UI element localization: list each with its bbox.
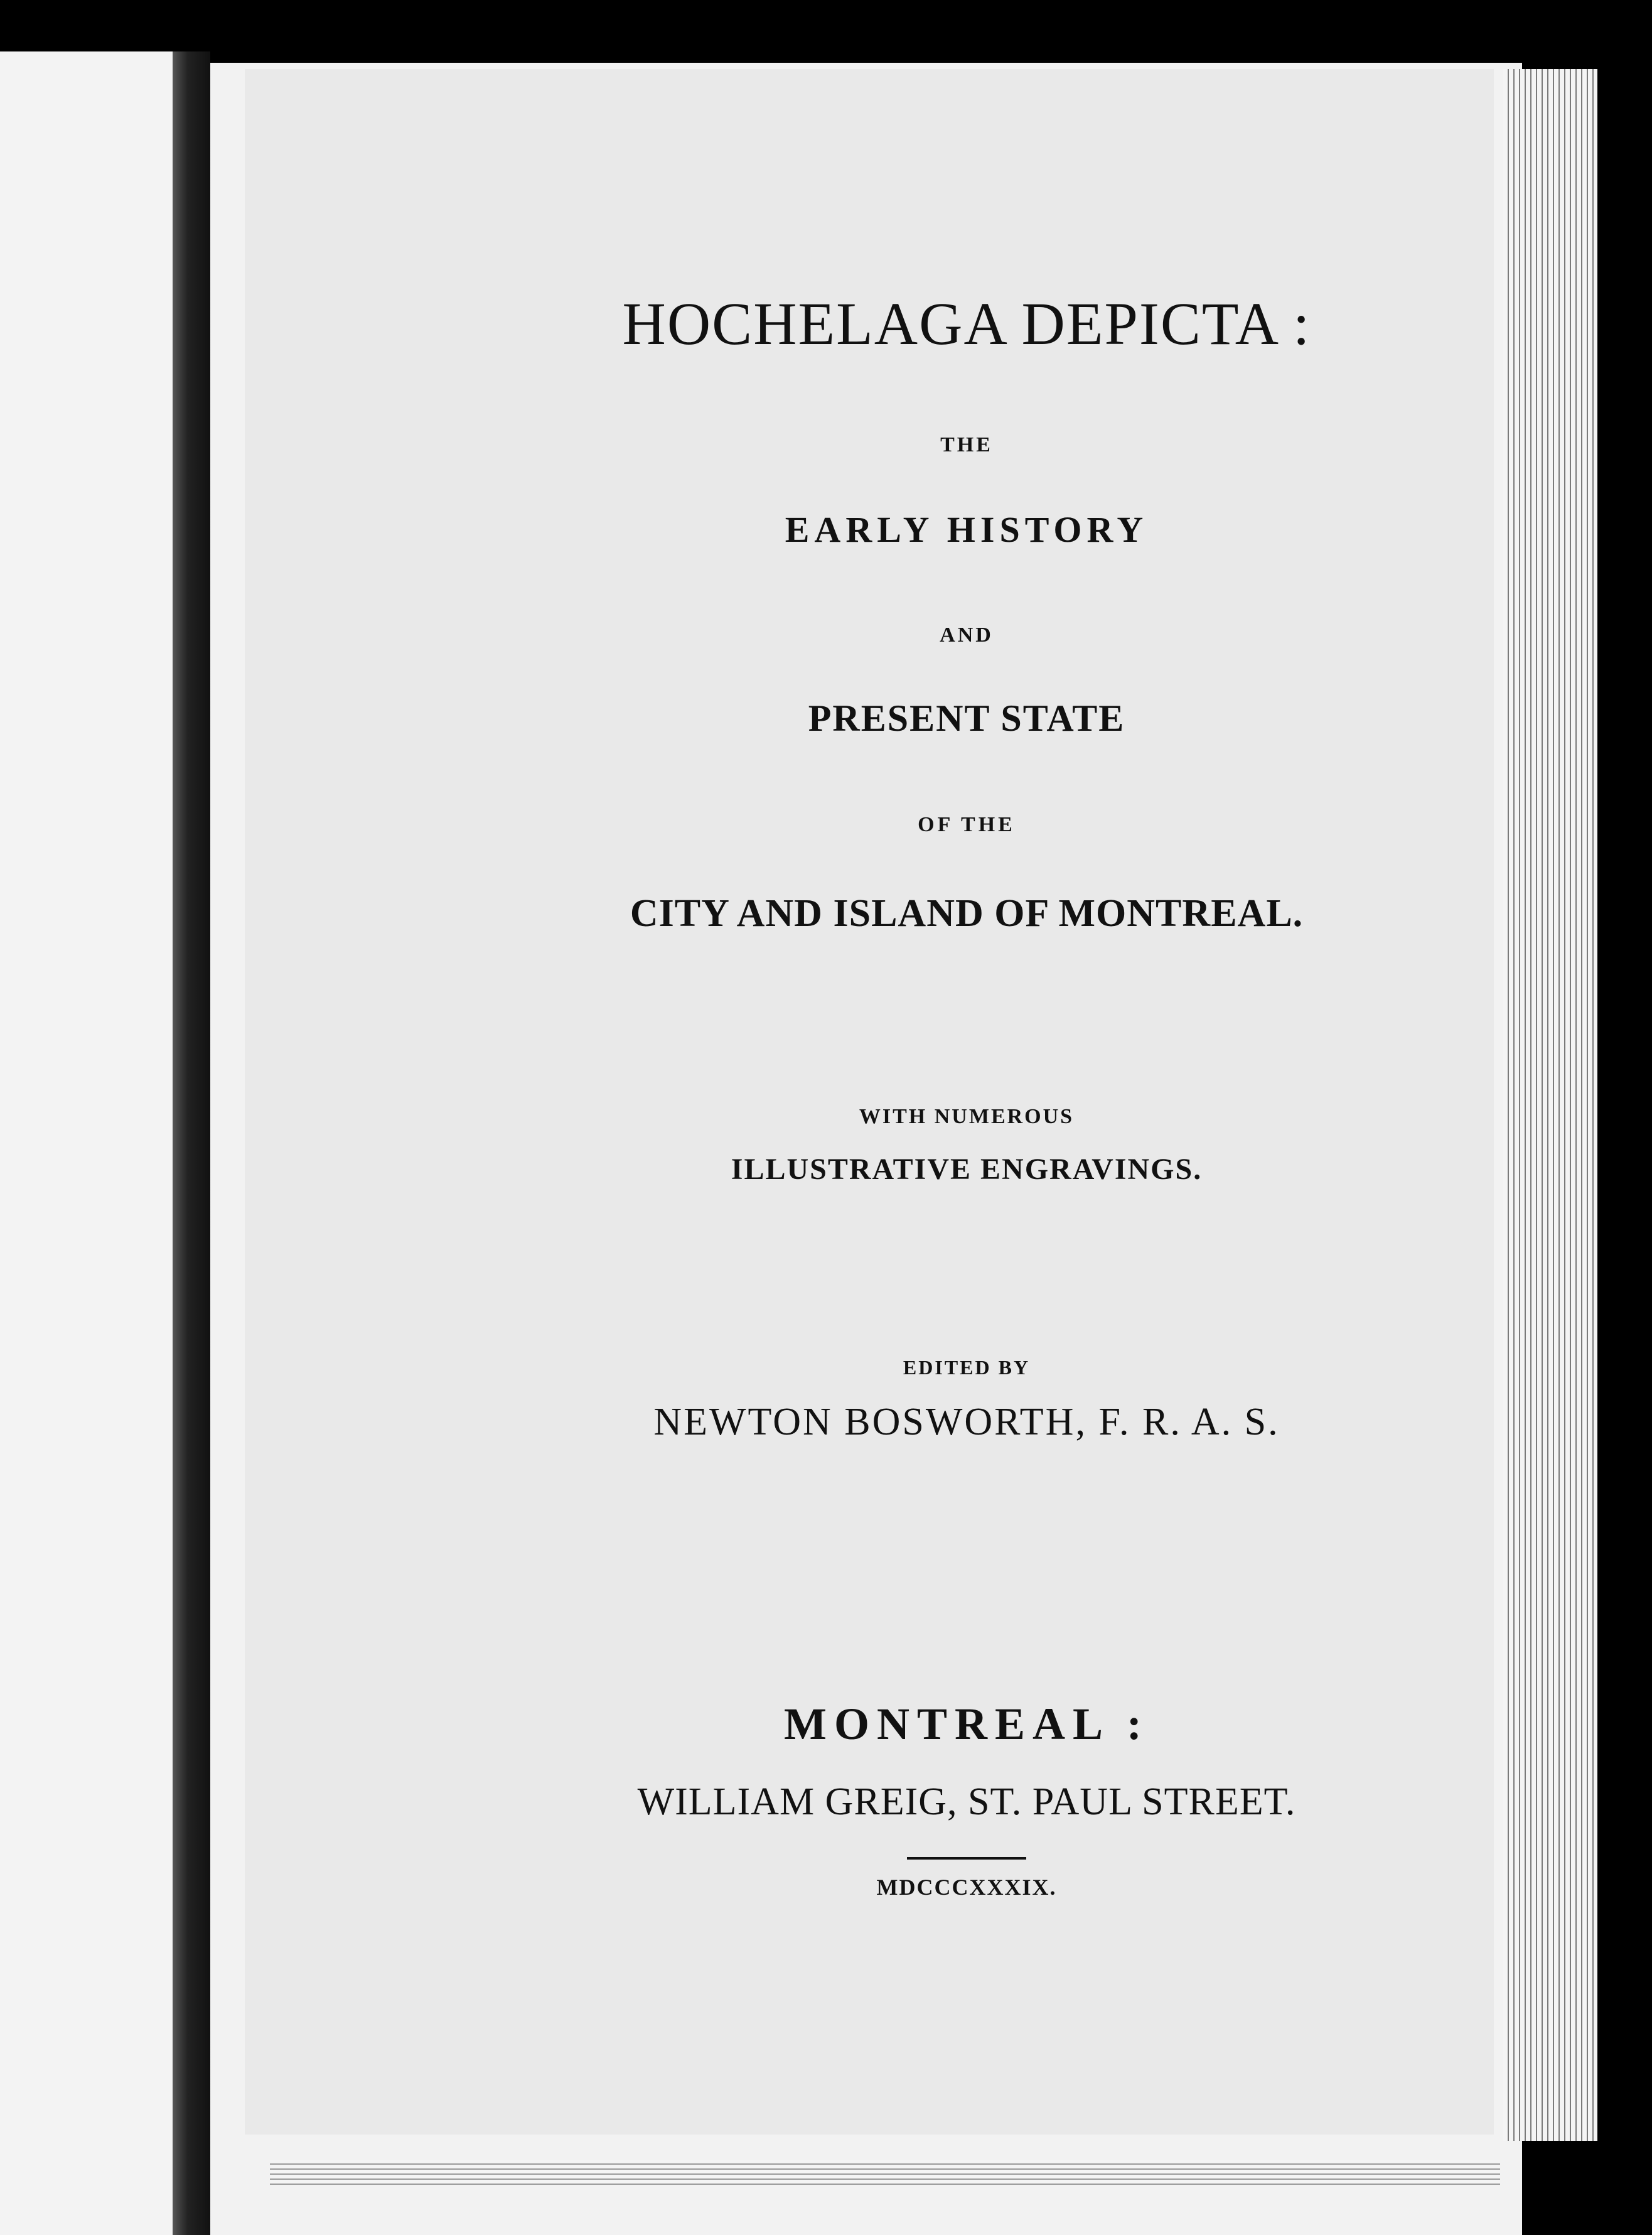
title-page-paper bbox=[245, 69, 1494, 2135]
with-numerous: WITH NUMEROUS bbox=[859, 1105, 1075, 1128]
imprint-place: MONTREAL : bbox=[783, 1699, 1150, 1749]
book-gutter bbox=[173, 51, 210, 2235]
imprint-rule bbox=[907, 1857, 1026, 1860]
left-page bbox=[0, 51, 173, 2235]
subtitle-city-island: CITY AND ISLAND OF MONTREAL. bbox=[630, 892, 1304, 935]
subtitle-and: AND bbox=[940, 623, 994, 647]
bottom-page-edges bbox=[270, 2160, 1500, 2185]
subtitle-the: THE bbox=[940, 433, 993, 456]
page-edges bbox=[1503, 69, 1597, 2141]
subtitle-present-state: PRESENT STATE bbox=[808, 697, 1125, 739]
editor-name: NEWTON BOSWORTH, F. R. A. S. bbox=[653, 1401, 1280, 1443]
imprint-year: MDCCCXXXIX. bbox=[876, 1875, 1057, 1900]
illustrative-engravings: ILLUSTRATIVE ENGRAVINGS. bbox=[731, 1153, 1203, 1186]
subtitle-of-the: OF THE bbox=[918, 813, 1016, 836]
imprint-publisher: WILLIAM GREIG, ST. PAUL STREET. bbox=[637, 1780, 1296, 1823]
subtitle-early-history: EARLY HISTORY bbox=[785, 509, 1149, 550]
edited-by: EDITED BY bbox=[903, 1356, 1031, 1379]
main-title: HOCHELAGA DEPICTA : bbox=[622, 290, 1311, 357]
